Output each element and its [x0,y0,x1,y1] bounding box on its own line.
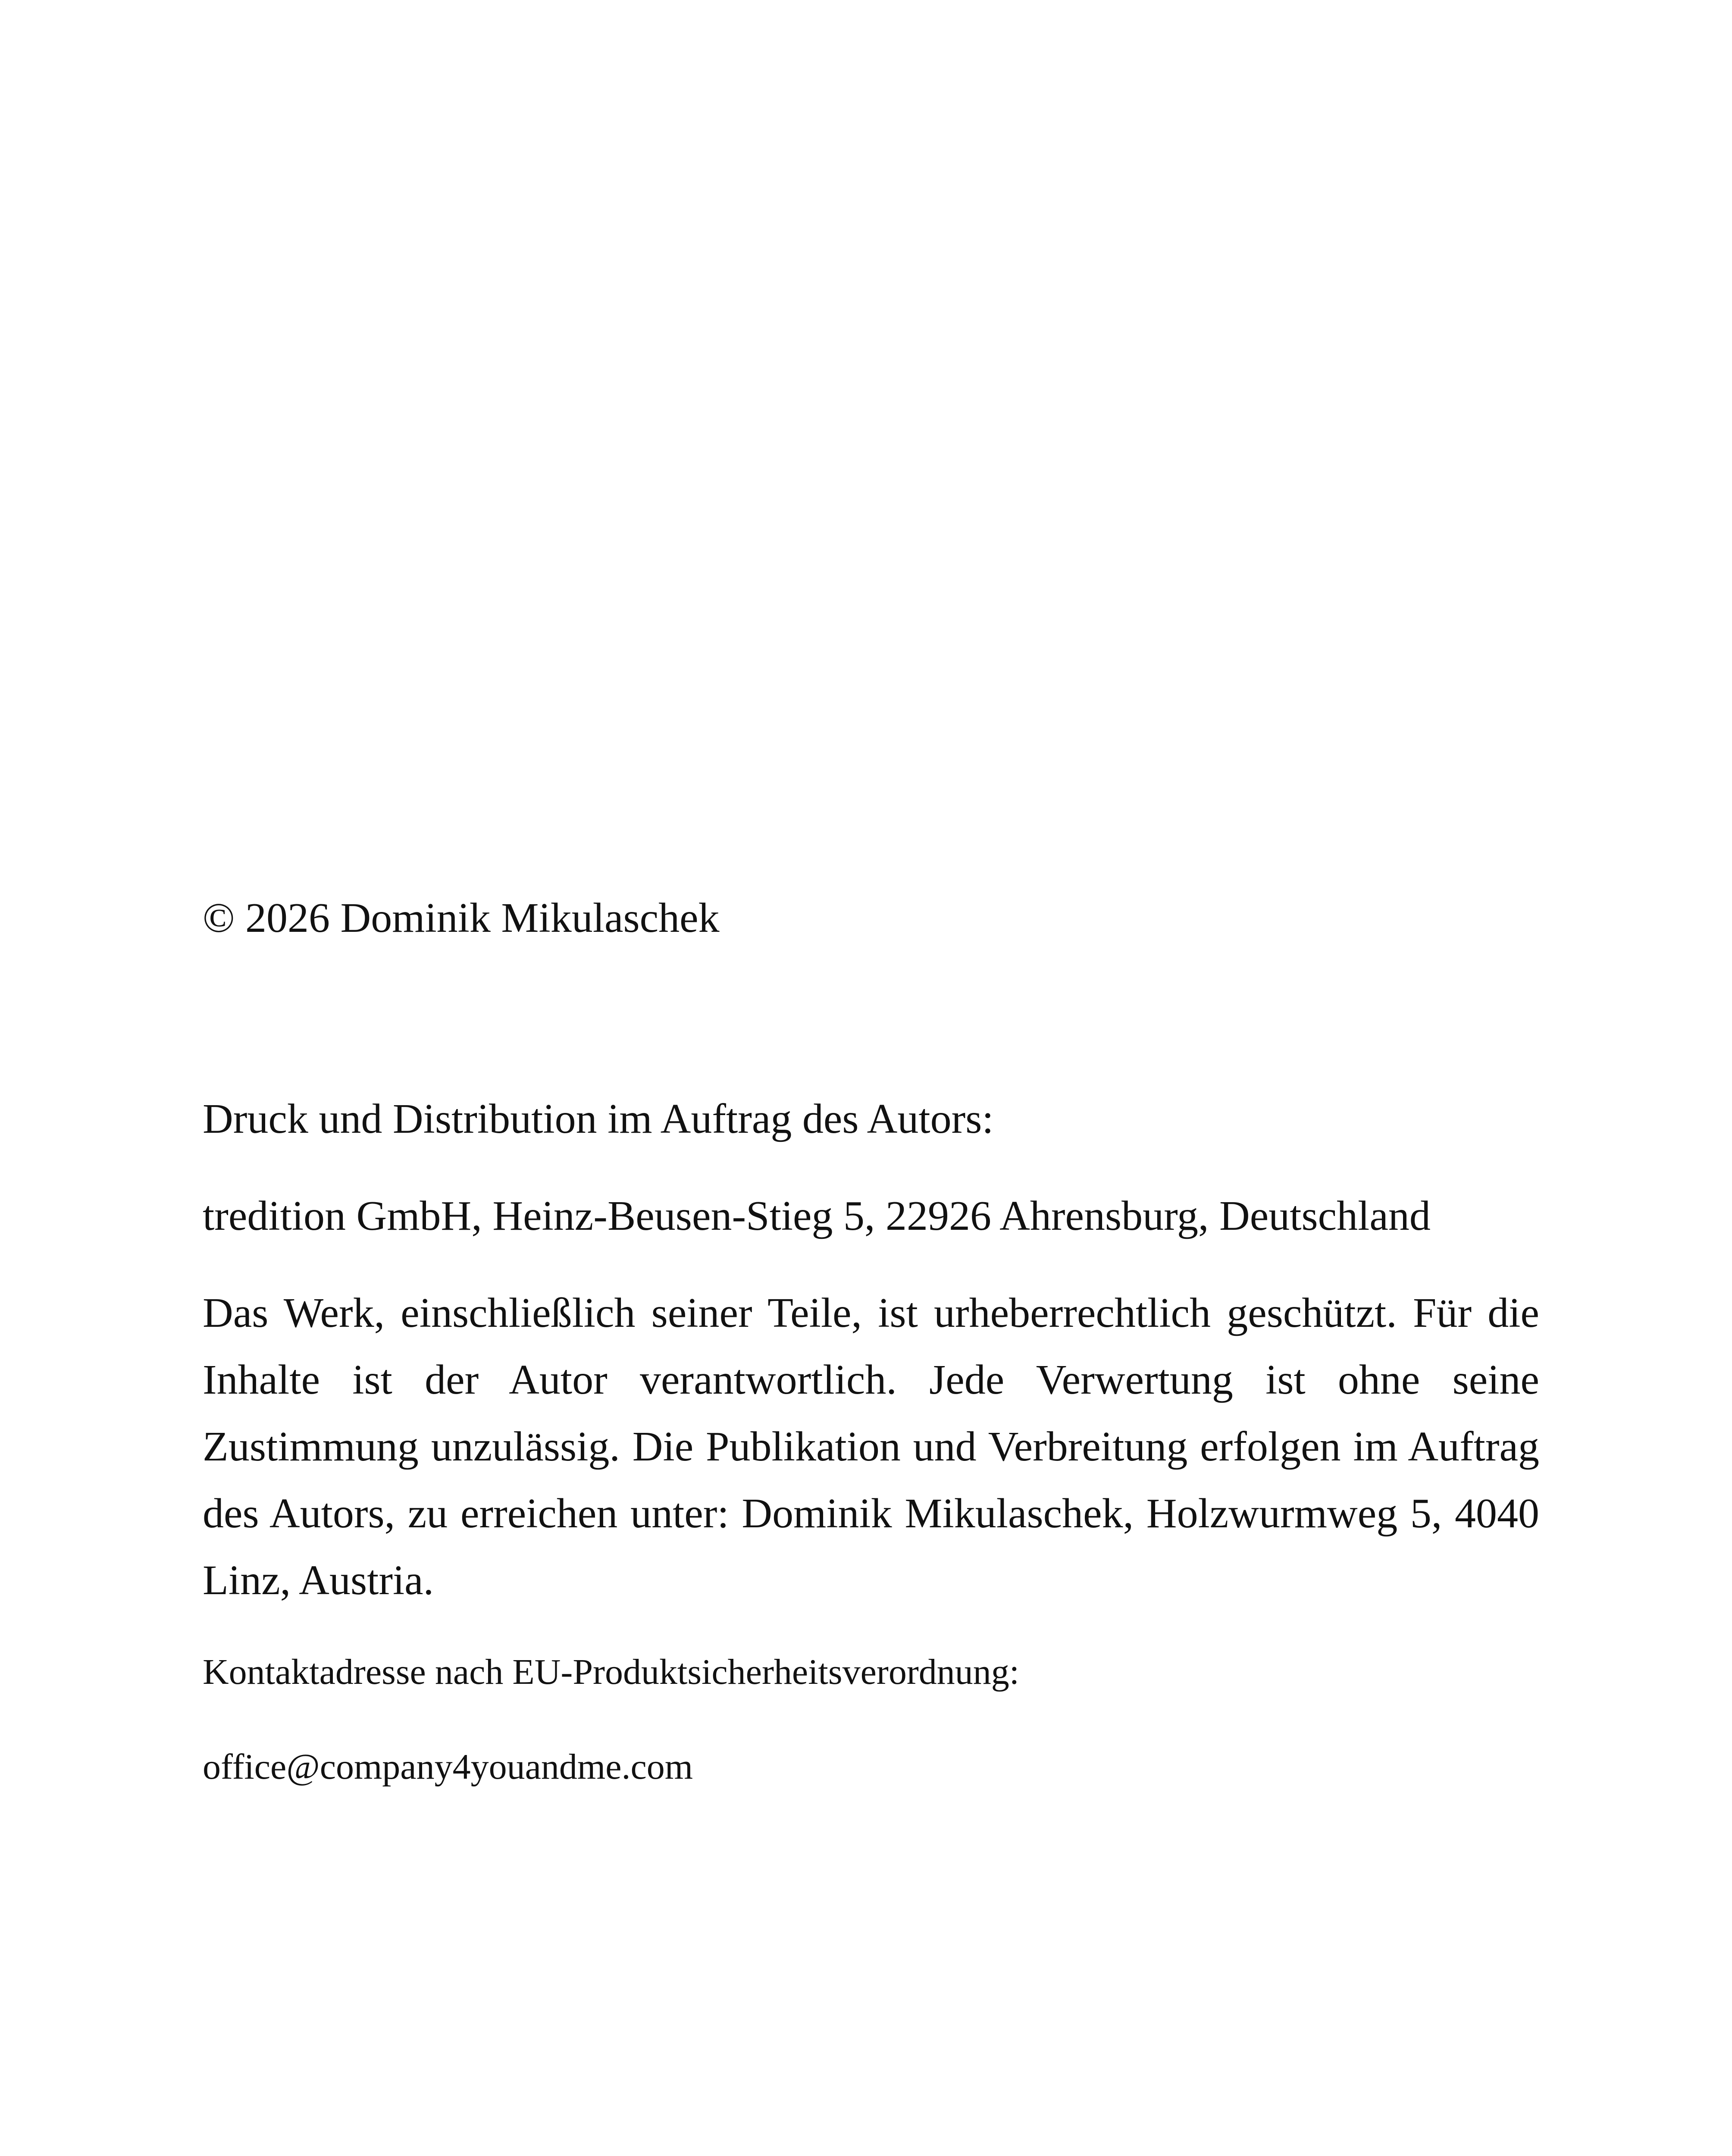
publisher-address: tredition GmbH, Heinz-Beusen-Stieg 5, 22926 Ahrensburg, Deutschland [203,1193,1431,1239]
contact-heading: Kontaktadresse nach EU-Produktsicherheitsverordnung: [203,1652,1020,1692]
legal-notice: Das Werk, einschließlich seiner Teile, ist urheberrechtlich geschützt. Für die Inhalte ist der Autor verantwortlich. Jede Verwertung ist ohne seine Zustimmung unzulässig. Die Publikation und Verbreitung erfolgen im Auftrag des Autors, zu erreichen unter: Dominik Mikulaschek, Holzwurmweg 5, 4040 Linz, Austria. [203,1290,1539,1604]
imprint-content [203,888,1539,1834]
imprint-block [203,1086,1539,1795]
copyright-line: © 2026 Dominik Mikulaschek [203,895,720,941]
contact-email: office@company4youandme.com [203,1747,693,1787]
distribution-heading: Druck und Distribution im Auftrag des Autors: [203,1096,994,1142]
